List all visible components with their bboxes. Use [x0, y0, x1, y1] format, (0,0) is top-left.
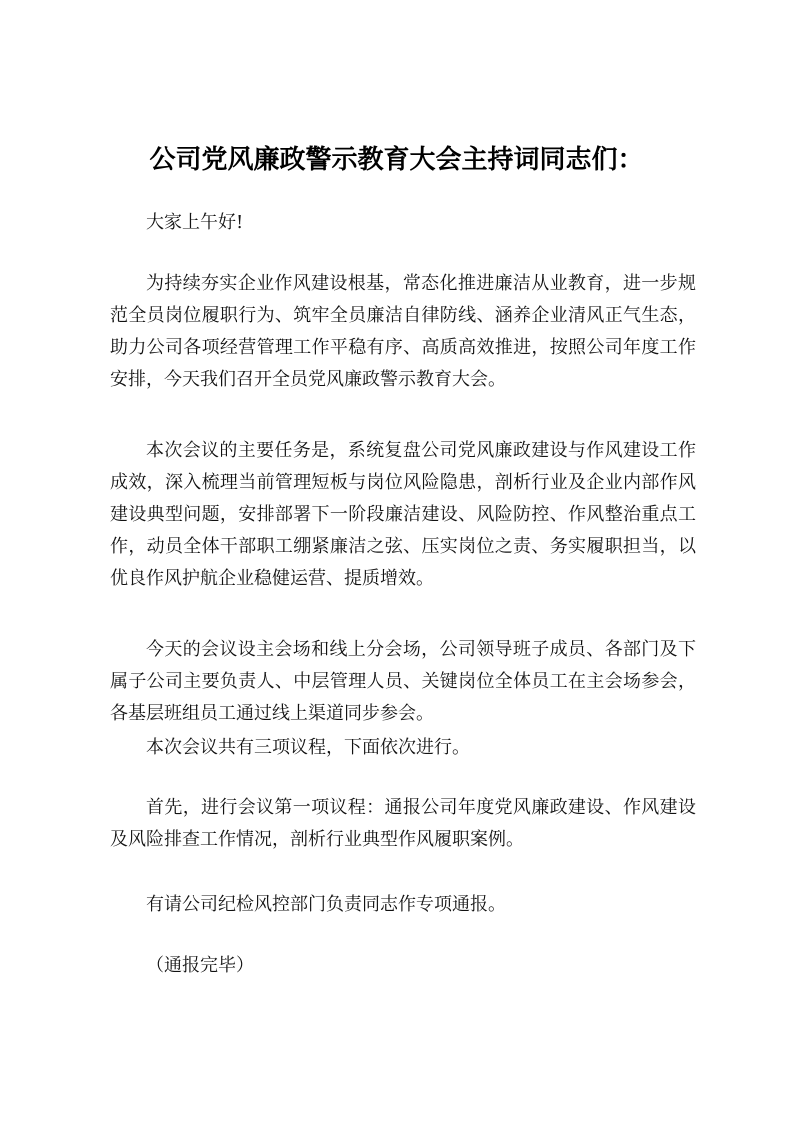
agenda-intro-paragraph: 本次会议共有三项议程，下面依次进行。 — [146, 737, 470, 758]
document-title: 公司党风廉政警示教育大会主持词同志们： — [149, 145, 644, 175]
invitation-paragraph: 有请公司纪检风控部门负责同志作专项通报。 — [146, 894, 506, 915]
report-complete-note: （通报完毕） — [146, 955, 254, 976]
purpose-paragraph: 为持续夯实企业作风建设根基，常态化推进廉洁从业教育，进一步规范全员岗位履职行为、筑牢全员廉洁自律防线、涵养企业清风正气生态，助力公司各项经营管理工作平稳有序、高质高效推进，按照公司年度工作安排，今天我们召开全员党风廉政警示教育大会。 — [110, 273, 696, 390]
attendance-paragraph: 今天的会议设主会场和线上分会场，公司领导班子成员、各部门及下属子公司主要负责人、中层管理人员、关键岗位全体员工在主会场参会，各基层班组员工通过线上渠道同步参会。 — [110, 639, 696, 724]
first-agenda-paragraph: 首先，进行会议第一项议程：通报公司年度党风廉政建设、作风建设及风险排查工作情况，剖析行业典型作风履职案例。 — [110, 797, 696, 850]
greeting-paragraph: 大家上午好! — [146, 212, 244, 233]
task-paragraph: 本次会议的主要任务是，系统复盘公司党风廉政建设与作风建设工作成效，深入梳理当前管理短板与岗位风险隐患，剖析行业及企业内部作风建设典型问题，安排部署下一阶段廉洁建设、风险防控、作风整治重点工作，动员全体干部职工绷紧廉洁之弦、压实岗位之责、务实履职担当，以优良作风护航企业稳健运营、提质增效。 — [110, 440, 696, 589]
